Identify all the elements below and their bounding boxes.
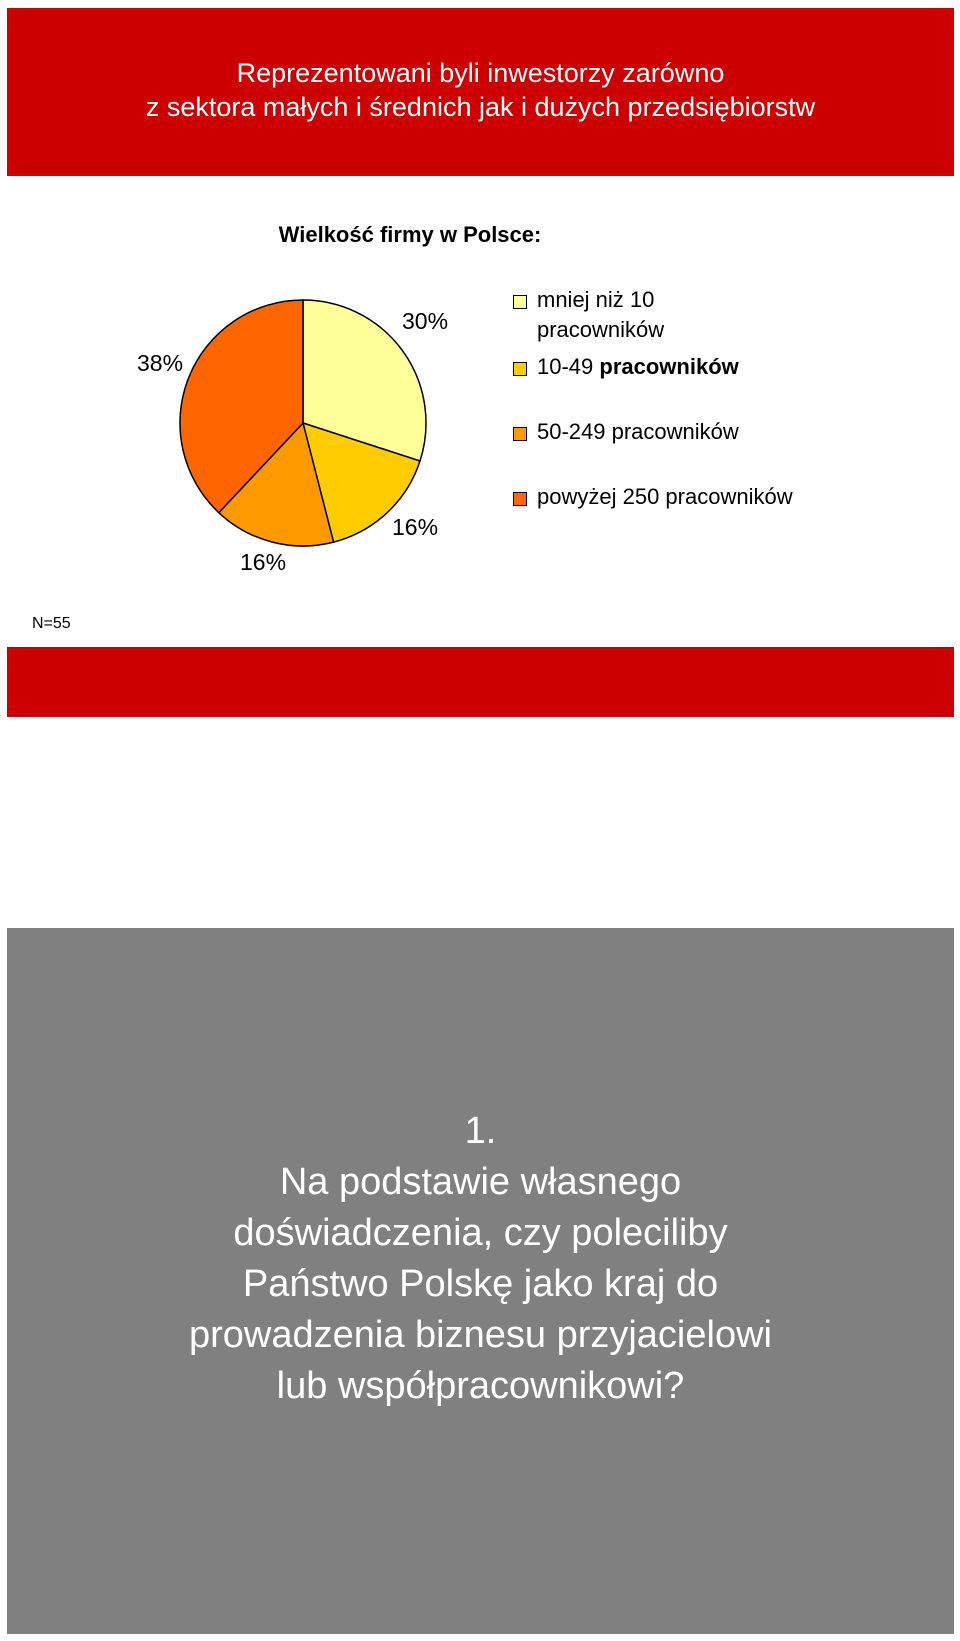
legend-item-10-49 xyxy=(537,352,739,382)
legend-label-line: mniej niż 10 xyxy=(537,287,655,312)
chart-title: Wielkość firmy w Polsce: xyxy=(278,222,542,247)
legend-item-50-249 xyxy=(537,417,739,447)
legend-item-less-than-10 xyxy=(537,285,664,345)
legend-label-bold: pracowników xyxy=(599,354,739,379)
question-line: lub współpracownikowi? xyxy=(276,1365,685,1407)
pie-label-above-250: 38% xyxy=(137,350,184,376)
legend-swatch xyxy=(513,295,527,309)
legend-swatch xyxy=(513,362,527,376)
question-line: Na podstawie własnego xyxy=(279,1161,682,1203)
legend-label-line: powyżej 250 pracowników xyxy=(537,484,793,509)
question-text xyxy=(7,1157,954,1412)
question-line: Państwo Polskę jako kraj do xyxy=(242,1263,719,1305)
slide-title-line-2: z sektora małych i średnich jak i dużych przedsiębiorstw xyxy=(145,92,816,122)
pie-label-10-49: 16% xyxy=(392,514,439,540)
sample-size-label: N=55 xyxy=(32,615,71,632)
slide-title-line-1: Reprezentowani byli inwestorzy zarówno xyxy=(236,58,725,88)
legend-swatch xyxy=(513,492,527,506)
legend-label-line: 50-249 pracowników xyxy=(537,419,739,444)
question-line: doświadczenia, czy poleciliby xyxy=(233,1212,728,1254)
legend-item-above-250 xyxy=(537,482,793,512)
legend-label-prefix: 10-49 xyxy=(537,354,600,379)
legend-label-line: pracowników xyxy=(537,317,665,342)
pie-label-50-249: 16% xyxy=(240,549,287,575)
slide-footer-bar xyxy=(7,647,954,717)
question-number: 1. xyxy=(464,1110,497,1152)
pie-label-less-than-10: 30% xyxy=(402,308,449,334)
question-line: prowadzenia biznesu przyjacielowi xyxy=(189,1314,772,1356)
legend-swatch xyxy=(513,427,527,441)
question-slide xyxy=(7,928,954,1634)
